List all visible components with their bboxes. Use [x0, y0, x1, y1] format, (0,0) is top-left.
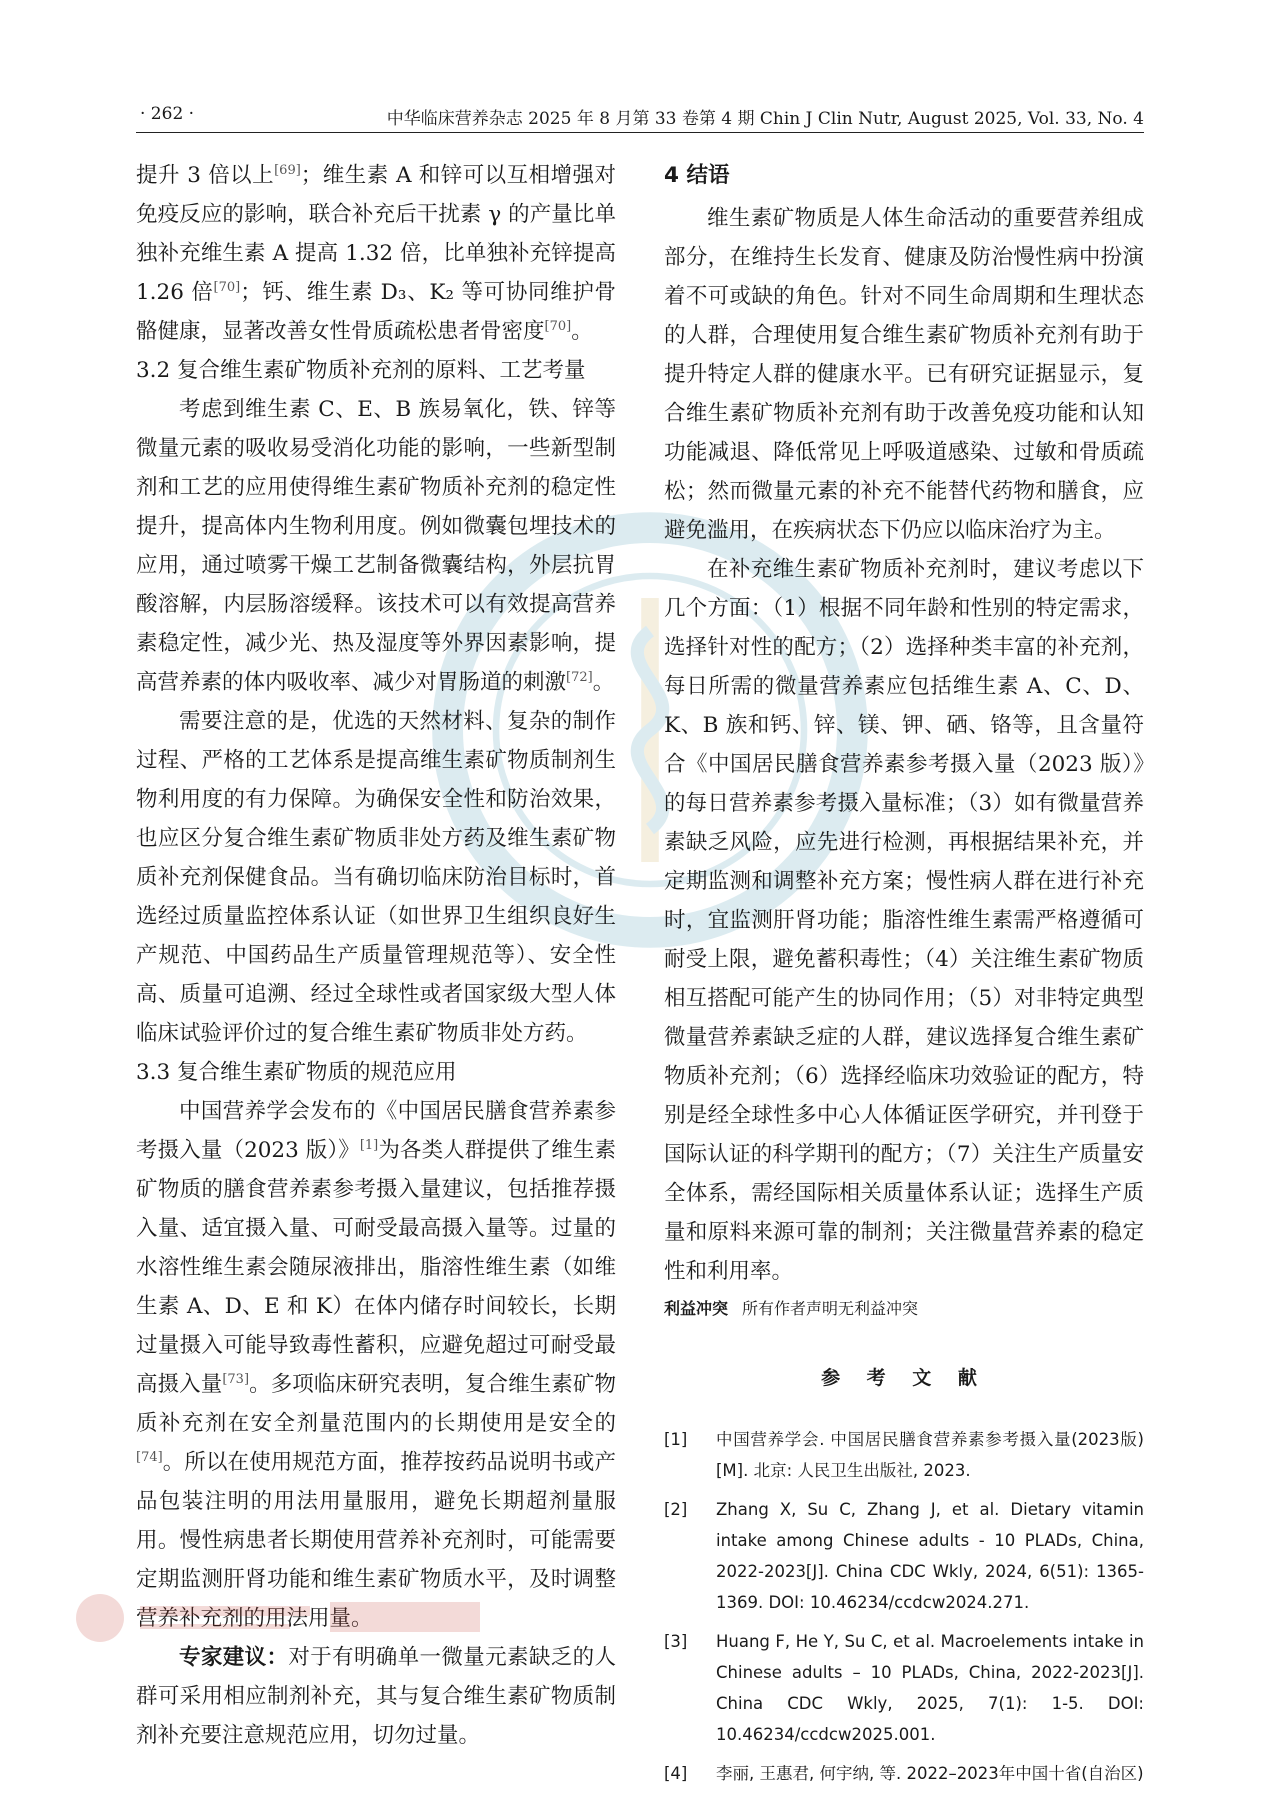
page-number: · 262 ·	[140, 104, 195, 124]
citation[interactable]: [70]	[213, 279, 241, 295]
left-column	[136, 156, 616, 1755]
section-heading-4: 4 结语	[664, 163, 730, 188]
conflict-of-interest	[664, 1295, 1144, 1323]
reference-item[interactable]: [2] Zhang X, Su C, Zhang J, et al. Dietary vitamin intake among Chinese adults - 10 PLADs, China, 2022-2023[J]. China CDC Wkly, 2024, 6(51): 1365-1369. DOI: 10.46234/ccdcw2024.271.	[664, 1500, 1144, 1612]
coi-text: 所有作者声明无利益冲突	[742, 1299, 919, 1318]
paragraph: 中国营养学会发布的《中国居民膳食营养素参考摄入量（2023 版）》[1]为各类人群提供了维生素矿物质的膳食营养素参考摄入量建议，包括推荐摄入量、适宜摄入量、可耐受最高摄入量等。过量的水溶性维生素会随尿液排出，脂溶性维生素（如维生素 A、D、E 和 K）在体内储存时间较长，长期过量摄入可能导致毒性蓄积，应避免超过可耐受最高摄入量[73]。多项临床研究表明，复合维生素矿物质补充剂在安全剂量范围内的长期使用是安全的[74]。所以在使用规范方面，推荐按药品说明书或产品包装注明的用法用量服用，避免长期超剂量服用。慢性病患者长期使用营养补充剂时，可能需要定期监测肝肾功能和维生素矿物质水平，及时调整营养补充剂的用法用量。	[136, 1099, 616, 1631]
section-heading-3-3: 3.3 复合维生素矿物质的规范应用	[136, 1060, 457, 1085]
citation[interactable]: [74]	[136, 1449, 163, 1465]
paragraph: 考虑到维生素 C、E、B 族易氧化，铁、锌等微量元素的吸收易受消化功能的影响，一些新型制剂和工艺的应用使得维生素矿物质补充剂的稳定性提升，提高体内生物利用度。例如微囊包埋技术的应用，通过喷雾干燥工艺制备微囊结构，外层抗胃酸溶解，内层肠溶缓释。该技术可以有效提高营养素稳定性，减少光、热及湿度等外界因素影响，提高营养素的体内吸收率、减少对胃肠道的刺激[72]。	[136, 397, 616, 695]
expert-advice-label: 专家建议：	[179, 1645, 289, 1670]
references-heading: 参 考 文 献	[821, 1367, 987, 1389]
paragraph: 提升 3 倍以上[69]；维生素 A 和锌可以互相增强对免疫反应的影响，联合补充后干扰素 γ 的产量比单独补充维生素 A 提高 1.32 倍，比单独补充锌提高 1.26 倍[70]；钙、维生素 D₃、K₂ 等可协同维护骨骼健康，显著改善女性骨质疏松患者骨密度[70]。	[136, 162, 616, 344]
citation[interactable]: [69]	[274, 162, 301, 178]
citation[interactable]: [70]	[544, 318, 572, 334]
reference-item[interactable]: [1] 中国营养学会. 中国居民膳食营养素参考摄入量(2023版)[M]. 北京: 人民卫生出版社, 2023.	[664, 1430, 1144, 1480]
citation[interactable]: [73]	[222, 1371, 250, 1387]
expert-advice-paragraph: 专家建议：对于有明确单一微量元素缺乏的人群可采用相应制剂补充，其与复合维生素矿物质制剂补充要注意规范应用，切勿过量。	[136, 1645, 616, 1748]
reference-list	[664, 1424, 1144, 1789]
citation[interactable]: [1]	[359, 1137, 379, 1153]
paragraph: 需要注意的是，优选的天然材料、复杂的制作过程、严格的工艺体系是提高维生素矿物质制剂生物利用度的有力保障。为确保安全性和防治效果，也应区分复合维生素矿物质非处方药及维生素矿物质补充剂保健食品。当有确切临床防治目标时，首选经过质量监控体系认证（如世界卫生组织良好生产规范、中国药品生产质量管理规范等）、安全性高、质量可追溯、经过全球性或者国家级大型人体临床试验评价过的复合维生素矿物质非处方药。	[136, 709, 616, 1046]
coi-label: 利益冲突	[664, 1299, 729, 1318]
right-column	[664, 156, 1144, 1797]
citation[interactable]: [72]	[566, 669, 593, 685]
section-heading-3-2: 3.2 复合维生素矿物质补充剂的原料、工艺考量	[136, 358, 586, 383]
reference-item[interactable]: [3] Huang F, He Y, Su C, et al. Macroelements intake in Chinese adults – 10 PLADs, China, 2022-2023[J]. China CDC Wkly, 2025, 7(1): 1-5. DOI: 10.46234/ccdcw2025.001.	[664, 1632, 1144, 1744]
paragraph: 在补充维生素矿物质补充剂时，建议考虑以下几个方面：（1）根据不同年龄和性别的特定需求，选择针对性的配方；（2）选择种类丰富的补充剂，每日所需的微量营养素应包括维生素 A、C、D、K、B 族和钙、锌、镁、钾、硒、铬等，且含量符合《中国居民膳食营养素参考摄入量（2023 版）》的每日营养素参考摄入量标准；（3）如有微量营养素缺乏风险，应先进行检测，再根据结果补充，并定期监测和调整补充方案；慢性病人群在进行补充时，宜监测肝肾功能；脂溶性维生素需严格遵循可耐受上限，避免蓄积毒性；（4）关注维生素矿物质相互搭配可能产生的协同作用；（5）对非特定典型微量营养素缺乏症的人群，建议选择复合维生素矿物质补充剂；（6）选择经临床功效验证的配方，特别是经全球性多中心人体循证医学研究，并刊登于国际认证的科学期刊的配方；（7）关注生产质量安全体系，需经国际相关质量体系认证；选择生产质量和原料来源可靠的制剂；关注微量营养素的稳定性和利用率。	[664, 557, 1144, 1284]
reference-item[interactable]: [4] 李丽, 王惠君, 何宇纳, 等. 2022–2023年中国十省(自治区)	[664, 1764, 1144, 1783]
journal-citation: 中华临床营养杂志 2025 年 8 月第 33 卷第 4 期 Chin J Clin Nutr, August 2025, Vol. 33, No. 4	[386, 109, 1144, 129]
paragraph: 维生素矿物质是人体生命活动的重要营养组成部分，在维持生长发育、健康及防治慢性病中扮演着不可或缺的角色。针对不同生命周期和生理状态的人群，合理使用复合维生素矿物质补充剂有助于提升特定人群的健康水平。已有研究证据显示，复合维生素矿物质补充剂有助于改善免疫功能和认知功能减退、降低常见上呼吸道感染、过敏和骨质疏松；然而微量元素的补充不能替代药物和膳食，应避免滥用，在疾病状态下仍应以临床治疗为主。	[664, 206, 1144, 543]
publisher-logo-icon	[70, 1588, 490, 1648]
running-header	[136, 100, 1144, 133]
